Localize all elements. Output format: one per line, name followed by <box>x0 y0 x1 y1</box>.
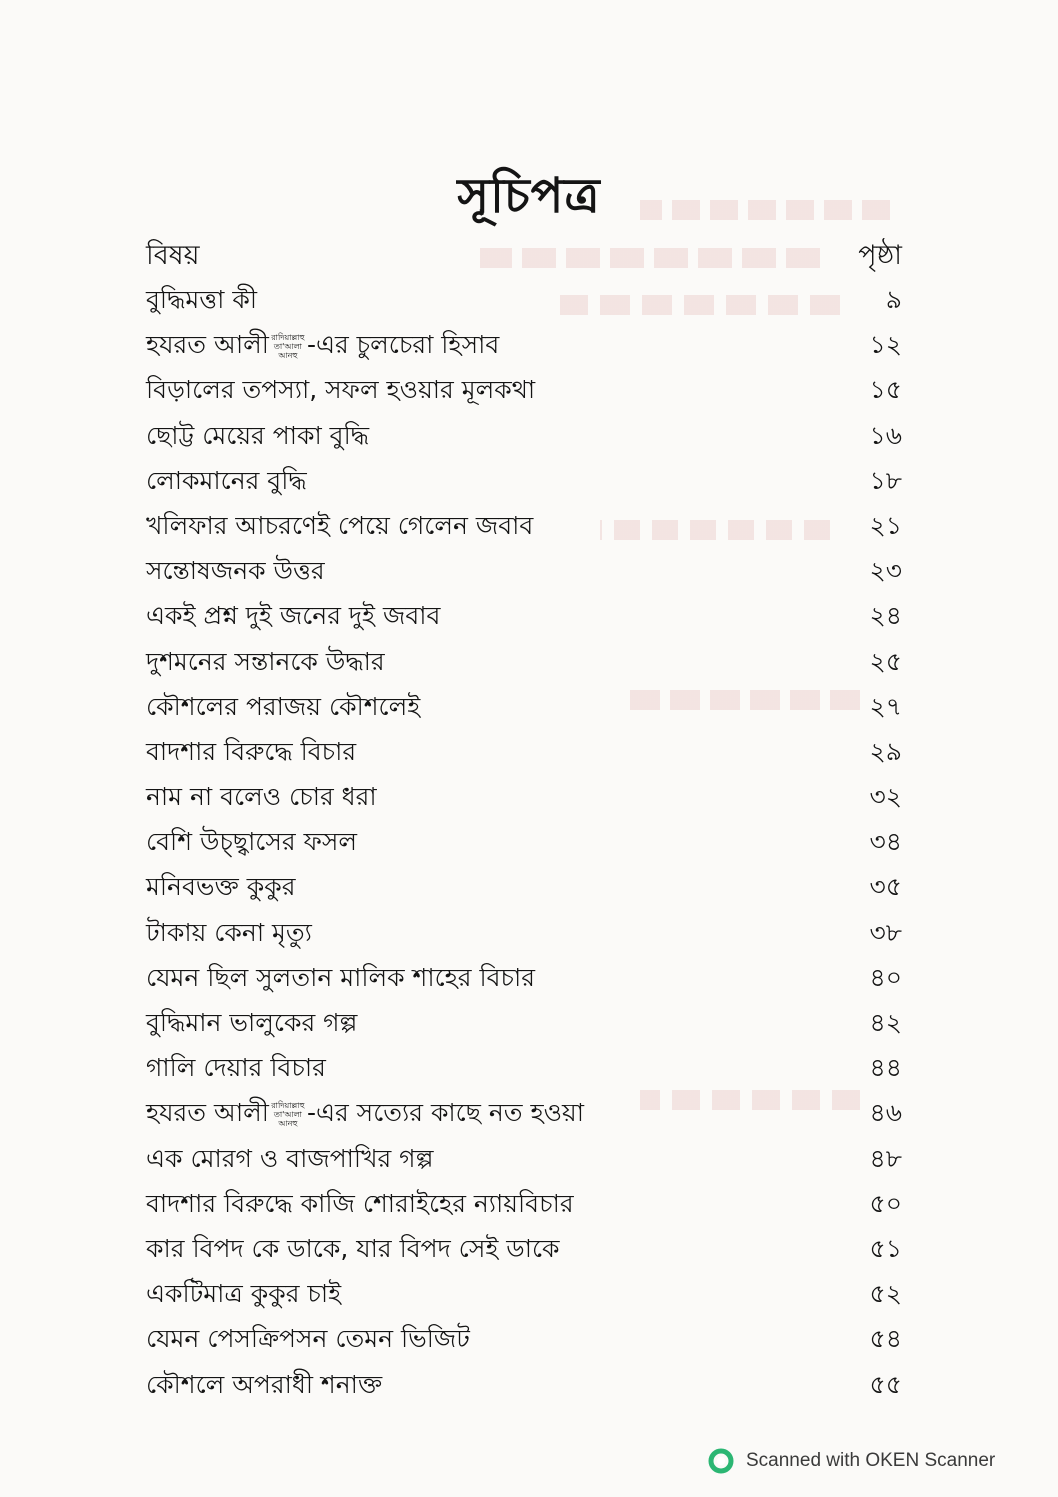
entry-page-number: ৯ <box>885 285 902 314</box>
toc-entry <box>146 1050 902 1095</box>
toc-entry <box>146 463 902 508</box>
toc-entry <box>146 372 902 417</box>
entry-page-number: ৫০ <box>869 1188 902 1218</box>
entry-page-number: ৫২ <box>869 1279 902 1309</box>
entry-title: মনিবভক্ত কুকুর <box>146 872 296 902</box>
toc-entry <box>146 1276 902 1321</box>
honorific-line: তা'আলা <box>273 341 302 351</box>
honorific-line: রাদিয়াল্লাহু <box>271 1100 305 1110</box>
entry-page-number: ৩৫ <box>869 872 902 902</box>
entry-page-number: ৫১ <box>869 1233 902 1263</box>
table-of-contents <box>146 282 902 1412</box>
entry-title: বাদশার বিরুদ্ধে কাজি শোরাইহের ন্যায়বিচার <box>146 1188 574 1218</box>
entry-page-number: ৫৫ <box>869 1369 902 1399</box>
page-column-label: পৃষ্ঠা <box>858 240 902 271</box>
entry-title-start: হযরত আলী <box>146 330 269 360</box>
entry-title: কৌশলে অপরাধী শনাক্ত <box>146 1369 383 1399</box>
entry-title-start: হযরত আলী <box>146 1098 269 1128</box>
entry-page-number: ১৫ <box>869 375 902 405</box>
entry-page-number: ৩২ <box>869 782 902 812</box>
scanner-watermark-text: Scanned with OKEN Scanner <box>746 1450 996 1471</box>
toc-entry <box>146 553 902 598</box>
entry-title: নাম না বলেও চোর ধরা <box>146 782 377 812</box>
toc-entry <box>146 824 902 869</box>
entry-page-number: ৩৮ <box>869 917 902 947</box>
honorific-ligature <box>271 1101 305 1128</box>
entry-title-end: -এর সত্যের কাছে নত হওয়া <box>306 1098 584 1128</box>
entry-title: বিড়ালের তপস্যা, সফল হওয়ার মূলকথা <box>146 375 536 405</box>
honorific-ligature <box>271 333 305 360</box>
entry-page-number: ১২ <box>869 330 902 360</box>
entry-title: বেশি উচ্ছ্বাসের ফসল <box>146 827 357 857</box>
toc-entry <box>146 282 902 327</box>
entry-title: কৌশলের পরাজয় কৌশলেই <box>146 691 421 721</box>
entry-page-number: ৪২ <box>869 1008 902 1037</box>
toc-entry <box>146 689 902 734</box>
entry-title: কার বিপদ কে ডাকে, যার বিপদ সেই ডাকে <box>146 1233 560 1263</box>
entry-title: যেমন ছিল সুলতান মালিক শাহের বিচার <box>146 962 536 992</box>
toc-entry <box>146 1005 902 1050</box>
entry-title: ছোট্ট মেয়ের পাকা বুদ্ধি <box>146 420 370 450</box>
toc-entry <box>146 1186 902 1231</box>
entry-title: বুদ্ধিমত্তা কী <box>146 285 258 314</box>
toc-entry <box>146 598 902 643</box>
toc-entry <box>146 869 902 914</box>
entry-title <box>146 1095 584 1131</box>
entry-title: লোকমানের বুদ্ধি <box>146 465 307 495</box>
entry-title: সন্তোষজনক উত্তর <box>146 556 325 586</box>
entry-title: গালি দেয়ার বিচার <box>146 1053 326 1083</box>
toc-entry <box>146 1141 902 1186</box>
entry-page-number: ৩৪ <box>869 827 902 857</box>
honorific-line: তা'আলা <box>273 1109 302 1119</box>
toc-entry <box>146 1321 902 1366</box>
entry-page-number: ৪৬ <box>869 1098 902 1128</box>
entry-page-number: ৪৮ <box>869 1143 902 1173</box>
honorific-line: রাদিয়াল্লাহু <box>271 332 305 342</box>
entry-page-number: ২৪ <box>869 601 902 631</box>
toc-entry <box>146 418 902 463</box>
entry-title: এক মোরগ ও বাজপাখির গল্প <box>146 1143 434 1173</box>
entry-page-number: ২৫ <box>869 646 902 676</box>
entry-title: বাদশার বিরুদ্ধে বিচার <box>146 736 357 766</box>
entry-page-number: ৫৪ <box>869 1324 902 1354</box>
toc-entry <box>146 644 902 689</box>
entry-page-number: ৪০ <box>869 962 902 992</box>
entry-title: যেমন পেসক্রিপসন তেমন ভিজিট <box>146 1324 470 1354</box>
toc-header <box>146 238 902 274</box>
entry-title: একটিমাত্র কুকুর চাই <box>146 1279 342 1309</box>
toc-entry <box>146 1231 902 1276</box>
entry-title: দুশমনের সন্তানকে উদ্ধার <box>146 646 385 676</box>
toc-entry <box>146 327 902 372</box>
entry-title <box>146 327 499 363</box>
entry-title-end: -এর চুলচেরা হিসাব <box>306 330 500 360</box>
toc-entry <box>146 734 902 779</box>
entry-page-number: ২৭ <box>869 691 902 721</box>
entry-page-number: ৪৪ <box>869 1053 902 1083</box>
toc-entry <box>146 1367 902 1412</box>
toc-entry <box>146 960 902 1005</box>
oken-scanner-logo-icon <box>708 1448 734 1474</box>
entry-page-number: ২৩ <box>869 556 902 586</box>
scanner-watermark <box>708 1444 995 1478</box>
entry-title: বুদ্ধিমান ভালুকের গল্প <box>146 1008 358 1037</box>
entry-page-number: ২৯ <box>869 736 902 766</box>
toc-entry <box>146 915 902 960</box>
page-title: সূচিপত্র <box>457 168 601 224</box>
toc-entry <box>146 508 902 553</box>
toc-entry <box>146 779 902 824</box>
entry-page-number: ১৮ <box>869 465 902 495</box>
honorific-line: আনহু <box>278 1118 298 1128</box>
subject-column-label: বিষয় <box>146 240 200 271</box>
entry-title: খলিফার আচরণেই পেয়ে গেলেন জবাব <box>146 510 534 540</box>
entry-page-number: ২১ <box>869 510 902 540</box>
entry-title: টাকায় কেনা মৃত্যু <box>146 917 312 947</box>
toc-entry <box>146 1095 902 1140</box>
entry-page-number: ১৬ <box>869 420 902 450</box>
entry-title: একই প্রশ্ন দুই জনের দুই জবাব <box>146 601 441 631</box>
honorific-line: আনহু <box>278 350 298 360</box>
